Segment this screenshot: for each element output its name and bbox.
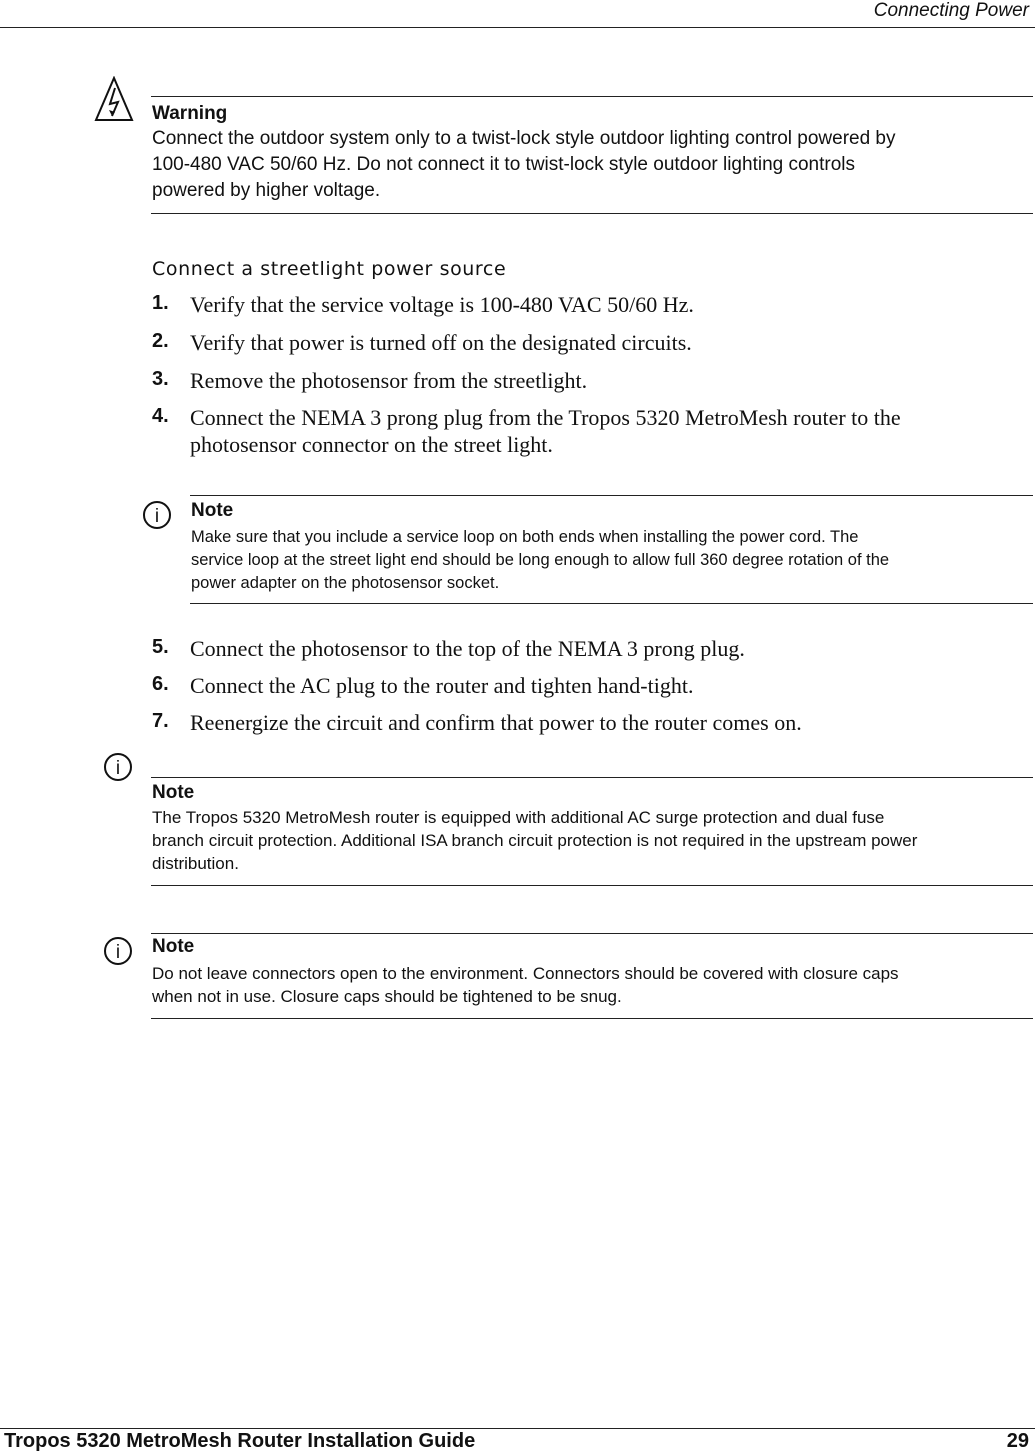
- note2-label: Note: [152, 782, 195, 803]
- step-text: Connect the photosensor to the top of the NEMA 3 prong plug.: [190, 636, 745, 661]
- warning-text: [152, 126, 896, 204]
- info-icon: [103, 752, 133, 782]
- warning-label: Warning: [152, 103, 228, 124]
- step-text: Verify that the service voltage is 100-480 VAC 50/60 Hz.: [190, 292, 694, 317]
- note3-text-line: when not in use. Closure caps should be tightened to be snug.: [152, 987, 622, 1006]
- step-text-line: Connect the NEMA 3 prong plug from the Tropos 5320 MetroMesh router to the: [190, 405, 901, 430]
- note1-text: [191, 526, 889, 595]
- note1-top-rule: [190, 495, 1033, 496]
- step-text: Remove the photosensor from the streetlight.: [190, 368, 588, 393]
- warning-text-line: Connect the outdoor system only to a twist-lock style outdoor lighting control powered by: [152, 128, 896, 149]
- note3-text: [152, 962, 899, 1008]
- step-text-line: photosensor connector on the street light.: [190, 432, 553, 457]
- footer-rule: [0, 1428, 1035, 1429]
- note3-top-rule: [151, 933, 1033, 934]
- step-number: 1.: [152, 292, 169, 314]
- step-text: Reenergize the circuit and confirm that power to the router comes on.: [190, 710, 802, 735]
- note1-text-line: service loop at the street light end should be long enough to allow full 360 degree rotation of the: [191, 551, 890, 569]
- note2-top-rule: [151, 777, 1033, 778]
- note3-text-line: Do not leave connectors open to the environment. Connectors should be covered with closure caps: [152, 964, 899, 983]
- warning-top-rule: [151, 96, 1033, 97]
- step-text: Connect the AC plug to the router and tighten hand-tight.: [190, 673, 694, 698]
- page-header-title: Connecting Power: [873, 0, 1029, 21]
- step-number: 6.: [152, 673, 169, 695]
- step-number: 5.: [152, 636, 169, 658]
- note2-text-line: branch circuit protection. Additional ISA branch circuit protection is not required in the upstream power: [152, 831, 918, 850]
- note1-label: Note: [191, 500, 234, 521]
- note2-text-line: distribution.: [152, 854, 239, 873]
- step-number: 2.: [152, 330, 169, 352]
- info-icon: [142, 500, 172, 530]
- note2-bottom-rule: [151, 885, 1033, 886]
- svg-text:i: i: [115, 758, 121, 779]
- note3-label: Note: [152, 936, 195, 957]
- warning-text-line: 100-480 VAC 50/60 Hz. Do not connect it to twist-lock style outdoor lighting controls: [152, 154, 856, 175]
- note2-text-line: The Tropos 5320 MetroMesh router is equipped with additional AC surge protection and dual fuse: [152, 808, 885, 827]
- info-icon: [103, 936, 133, 966]
- note1-text-line: Make sure that you include a service loop on both ends when installing the power cord. The: [191, 528, 859, 546]
- svg-text:i: i: [115, 942, 121, 963]
- svg-text:i: i: [154, 506, 160, 527]
- warning-bottom-rule: [151, 213, 1033, 214]
- step-text: [190, 404, 901, 458]
- header-rule: [0, 27, 1035, 28]
- note1-text-line: power adapter on the photosensor socket.: [191, 574, 500, 592]
- step-text: Verify that power is turned off on the designated circuits.: [190, 330, 692, 355]
- section-heading: Connect a streetlight power source: [152, 258, 507, 280]
- note2-text: [152, 806, 917, 875]
- step-number: 7.: [152, 710, 169, 732]
- step-number: 4.: [152, 405, 169, 427]
- warning-icon: [94, 76, 134, 124]
- footer-title: Tropos 5320 MetroMesh Router Installation Guide: [4, 1430, 476, 1452]
- step-number: 3.: [152, 368, 169, 390]
- warning-text-line: powered by higher voltage.: [152, 180, 381, 201]
- note3-bottom-rule: [151, 1018, 1033, 1019]
- note1-bottom-rule: [190, 603, 1033, 604]
- page-number: 29: [1006, 1430, 1029, 1452]
